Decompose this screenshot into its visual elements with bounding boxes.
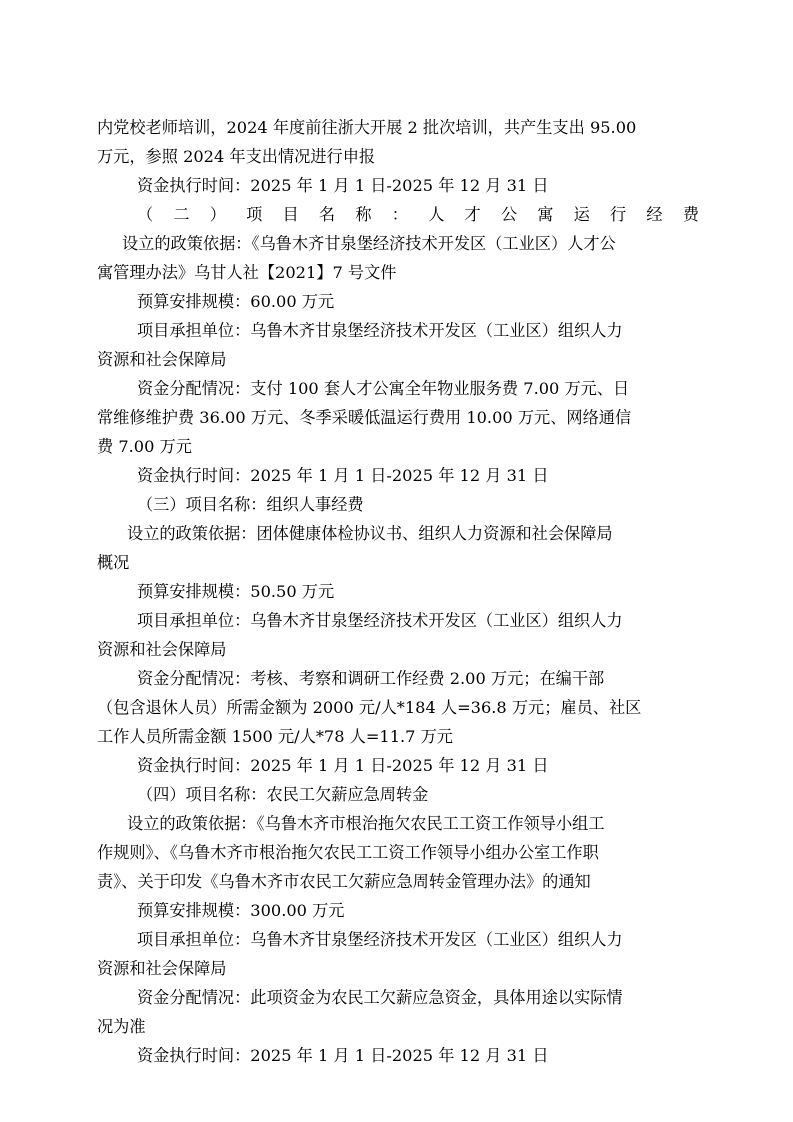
policy-basis-line: 设立的政策依据：团体健康体检协议书、组织人力资源和社会保障局	[127, 524, 613, 543]
execution-time-line: 资金执行时间：2025 年 1 月 1 日-2025 年 12 月 31 日	[137, 176, 549, 195]
responsible-unit-line: 项目承担单位：乌鲁木齐甘泉堡经济技术开发区（工业区）组织人力	[137, 930, 623, 949]
paragraph-line: 费 7.00 万元	[97, 437, 192, 456]
paragraph-line: 作规则》、《乌鲁木齐市根治拖欠农民工工资工作领导小组办公室工作职	[97, 843, 599, 862]
section-heading: （三）项目名称：组织人事经费	[137, 495, 364, 514]
policy-basis-line: 设立的政策依据：《乌鲁木齐市根治拖欠农民工工资工作领导小组工	[127, 814, 605, 833]
policy-basis-line: 设立的政策依据：《乌鲁木齐甘泉堡经济技术开发区（工业区）人才公	[122, 234, 616, 253]
fund-allocation-line: 资金分配情况：考核、考察和调研工作经费 2.00 万元；在编干部	[137, 669, 605, 688]
responsible-unit-line: 项目承担单位：乌鲁木齐甘泉堡经济技术开发区（工业区）组织人力	[137, 611, 623, 630]
execution-time-line: 资金执行时间：2025 年 1 月 1 日-2025 年 12 月 31 日	[137, 756, 549, 775]
paragraph-line: 资源和社会保障局	[97, 640, 227, 659]
document-body	[97, 113, 699, 1070]
paragraph-line: 况为准	[97, 1017, 146, 1036]
paragraph-line: 资源和社会保障局	[97, 350, 227, 369]
responsible-unit-line: 项目承担单位：乌鲁木齐甘泉堡经济技术开发区（工业区）组织人力	[137, 321, 623, 340]
paragraph-line: 万元，参照 2024 年支出情况进行申报	[97, 147, 376, 166]
section-heading: （四）项目名称：农民工欠薪应急周转金	[137, 785, 429, 804]
paragraph-line: 资源和社会保障局	[97, 959, 227, 978]
section-heading: （ 二 ） 项 目 名 称 ： 人 才 公 寓 运 行 经 费	[137, 205, 699, 224]
paragraph-line: 常维修维护费 36.00 万元、冬季采暖低温运行费用 10.00 万元、网络通信	[97, 408, 632, 427]
fund-allocation-line: 资金分配情况：此项资金为农民工欠薪应急资金，具体用途以实际情	[137, 988, 623, 1007]
paragraph-line: 内党校老师培训，2024 年度前往浙大开展 2 批次培训，共产生支出 95.00	[97, 118, 637, 137]
fund-allocation-line: 资金分配情况：支付 100 套人才公寓全年物业服务费 7.00 万元、日	[137, 379, 630, 398]
paragraph-line: 责》、关于印发《乌鲁木齐市农民工欠薪应急周转金管理办法》的通知	[97, 872, 591, 891]
paragraph-line: 概况	[97, 553, 130, 572]
budget-scale-line: 预算安排规模：60.00 万元	[137, 292, 335, 311]
execution-time-line: 资金执行时间：2025 年 1 月 1 日-2025 年 12 月 31 日	[137, 466, 549, 485]
paragraph-line: （包含退休人员）所需金额为 2000 元/人*184 人=36.8 万元；雇员、社区	[97, 698, 642, 717]
budget-scale-line: 预算安排规模：300.00 万元	[137, 901, 345, 920]
execution-time-line: 资金执行时间：2025 年 1 月 1 日-2025 年 12 月 31 日	[137, 1046, 549, 1065]
paragraph-line: 寓管理办法》乌甘人社【2021】7 号文件	[97, 263, 397, 282]
paragraph-line: 工作人员所需金额 1500 元/人*78 人=11.7 万元	[97, 727, 453, 746]
budget-scale-line: 预算安排规模：50.50 万元	[137, 582, 335, 601]
